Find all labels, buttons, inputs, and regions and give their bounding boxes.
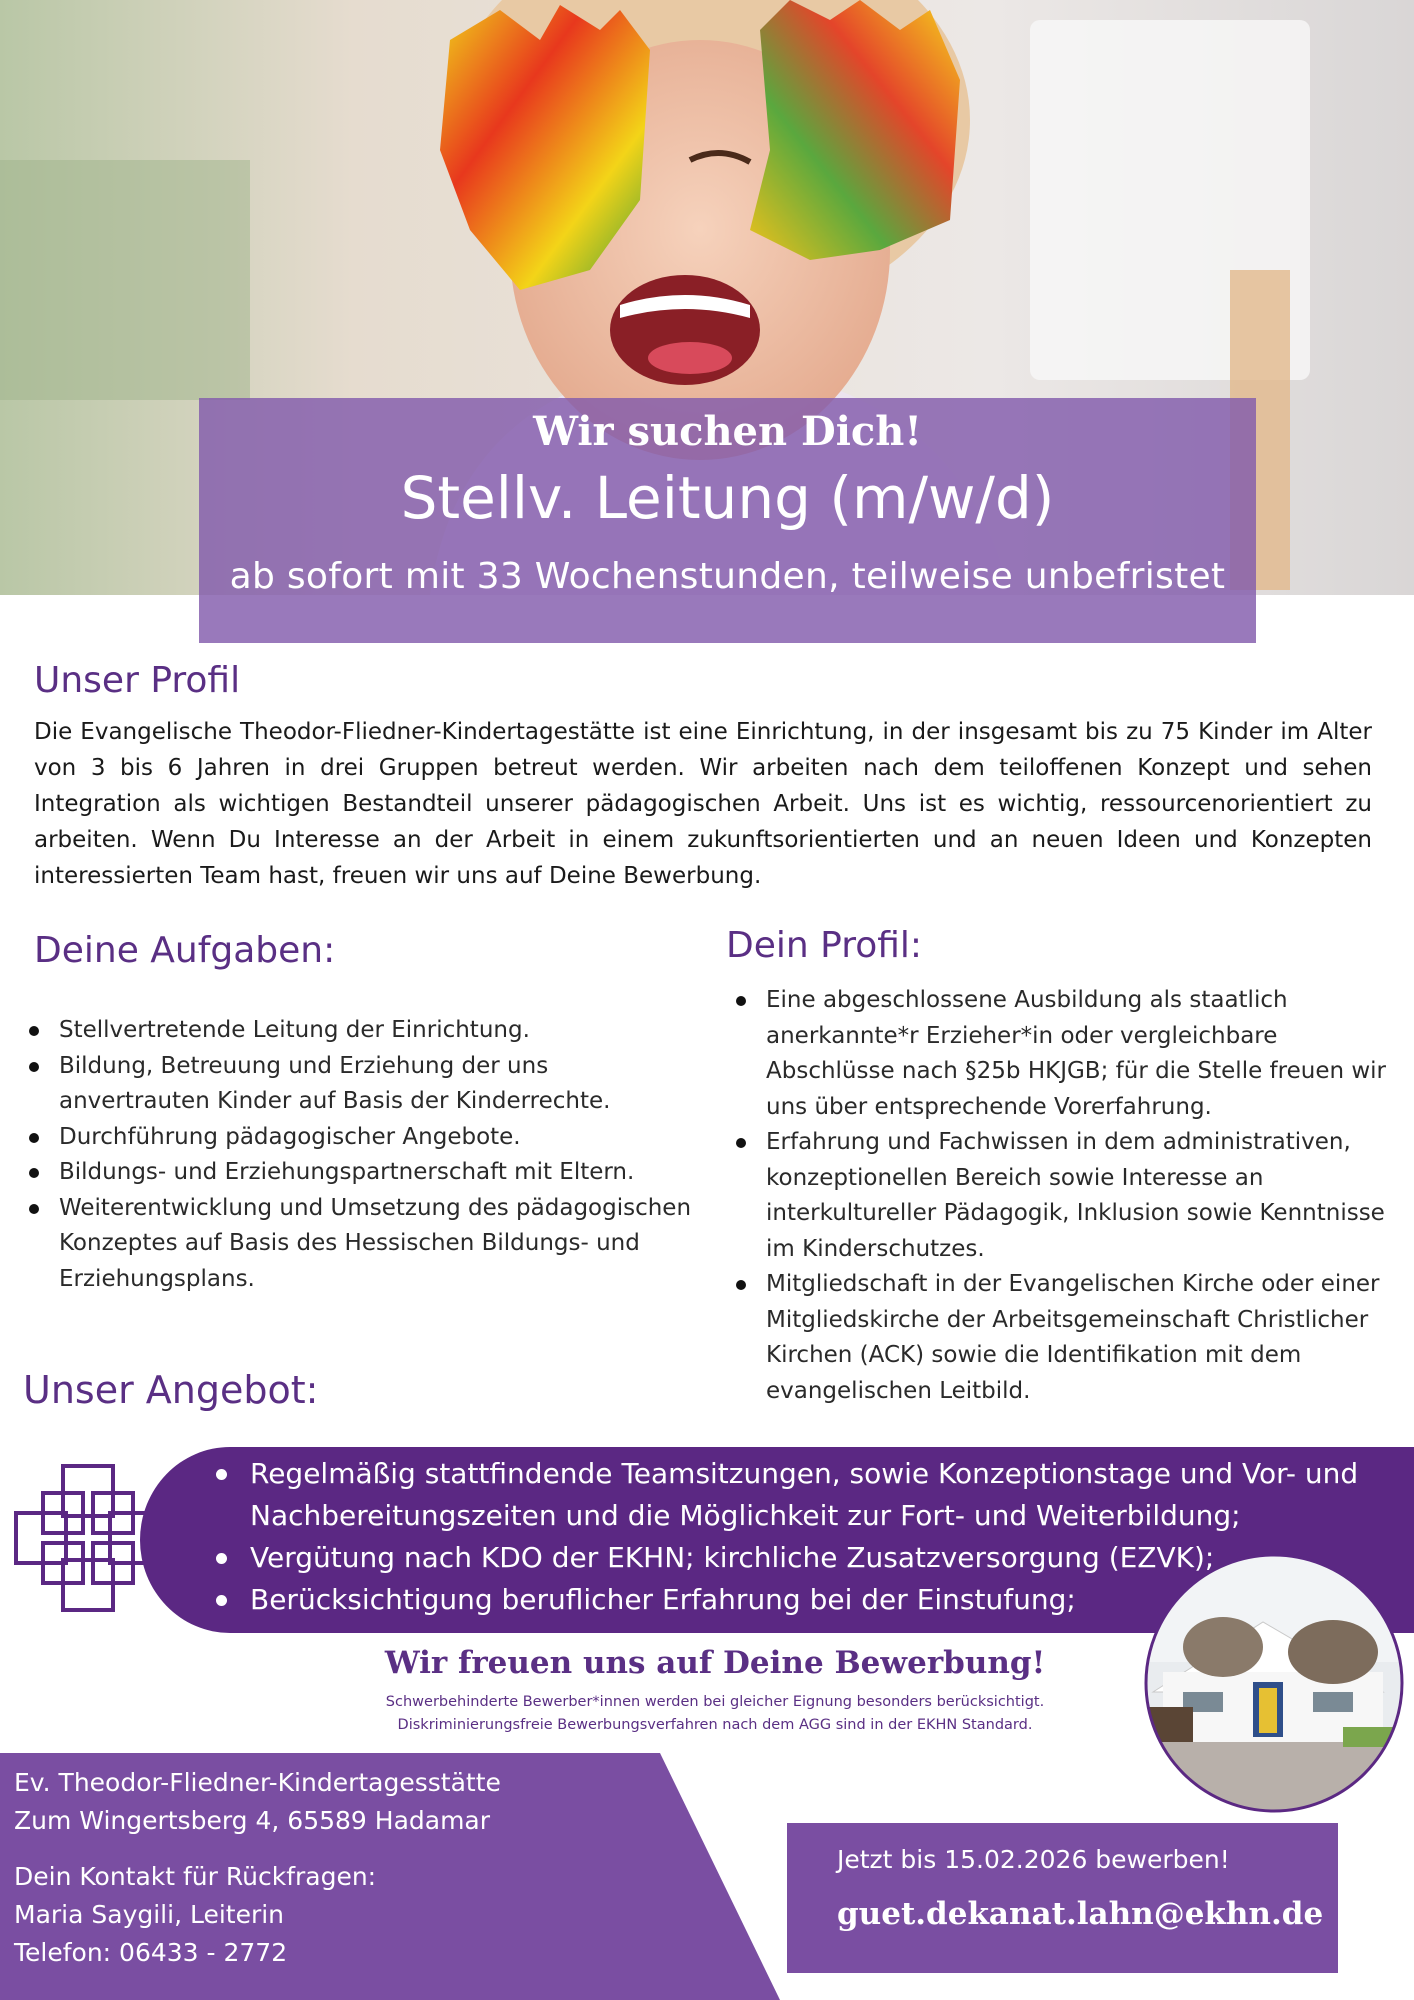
kita-address: Zum Wingertsberg 4, 65589 Hadamar [14,1806,491,1835]
closing-headline: Wir freuen uns auf Deine Bewerbung! [384,1645,1046,1681]
kita-name: Ev. Theodor-Fliedner-Kindertagesstätte [14,1768,501,1797]
list-item: Bildung, Betreuung und Erziehung der uns anvertrauten Kinder auf Basis der Kinderrechte. [25,1049,705,1120]
angebot-heading: Unser Angebot: [23,1368,319,1412]
disability-note: Schwerbehinderte Bewerber*innen werden bei gleicher Eignung besonders berücksichtigt. [385,1694,1045,1710]
apply-deadline: Jetzt bis 15.02.2026 bewerben! [837,1845,1230,1874]
list-item: Weiterentwicklung und Umsetzung des pädagogischen Konzeptes auf Basis des Hessischen Bildungs- und Erziehungsplans. [25,1191,705,1298]
banner-tagline: Wir suchen Dich! [533,408,922,455]
job-terms: ab sofort mit 33 Wochenstunden, teilweise unbefristet [229,556,1226,597]
agg-note: Diskriminierungsfreie Bewerbungsverfahren nach dem AGG sind in der EKHN Standard. [397,1717,1033,1733]
profil-heading: Unser Profil [34,660,241,701]
contact-label: Dein Kontakt für Rückfragen: [14,1862,377,1891]
list-item: Berücksichtigung beruflicher Erfahrung bei der Einstufung; [210,1579,1360,1621]
list-item: Regelmäßig stattfindende Teamsitzungen, sowie Konzeptionstage und Vor- und Nachbereitungszeiten und die Möglichkeit zur Fort- und Weiterbildung; [210,1453,1360,1537]
list-item: Erfahrung und Fachwissen in dem administrativen, konzeptionellen Bereich sowie Interesse an interkultureller Pädagogik, Inklusion sowie Kenntnisse im Kinderschutzes. [732,1125,1392,1267]
contact-block [14,1764,501,1972]
job-title: Stellv. Leitung (m/w/d) [400,464,1055,532]
list-item: Eine abgeschlossene Ausbildung als staatlich anerkannte*r Erzieher*in oder vergleichbare Abschlüsse nach §25b HKJGB; für die Stelle freuen wir uns über entsprechende Vorerfahrung. [732,983,1392,1125]
contact-person: Maria Saygili, Leiterin [14,1900,285,1929]
profil-text: Die Evangelische Theodor-Fliedner-Kindertagestätte ist eine Einrichtung, in der insgesamt bis zu 75 Kinder im Alter von 3 bis 6 Jahren in drei Gruppen betreut werden. Wir arbeiten nach dem teiloffenen Konzept und sehen Integration als wichtigen Bestandteil unserer pädagogischen Arbeit. Uns ist es wichtig, ressourcenorientiert zu arbeiten. Wenn Du Interesse an der Arbeit in einem zukunftsorientierten und an neuen Ideen und Konzepten interessierten Team hast, freuen wir uns auf Deine Bewerbung. [34,719,1372,889]
apply-email-link[interactable]: guet.dekanat.lahn@ekhn.de [837,1896,1324,1932]
apply-box [787,1823,1338,1973]
building-photo [1143,1552,1405,1814]
aufgaben-heading: Deine Aufgaben: [34,930,336,971]
title-banner [199,398,1256,643]
contact-phone[interactable]: Telefon: 06433 - 2772 [14,1938,288,1967]
list-item: Durchführung pädagogischer Angebote. [25,1120,705,1156]
aufgaben-list [25,1013,705,1297]
list-item: Mitgliedschaft in der Evangelischen Kirche oder einer Mitgliedskirche der Arbeitsgemeinschaft Christlicher Kirchen (ACK) sowie die Identifikation mit dem evangelischen Leitbild. [732,1267,1392,1409]
list-item: Vergütung nach KDO der EKHN; kirchliche Zusatzversorgung (EZVK); [210,1537,1360,1579]
list-item: Bildungs- und Erziehungspartnerschaft mit Eltern. [25,1155,705,1191]
dein-profil-heading: Dein Profil: [726,925,923,966]
list-item: Stellvertretende Leitung der Einrichtung. [25,1013,705,1049]
cross-logo-icon [8,1458,168,1618]
dein-profil-list [732,983,1392,1409]
